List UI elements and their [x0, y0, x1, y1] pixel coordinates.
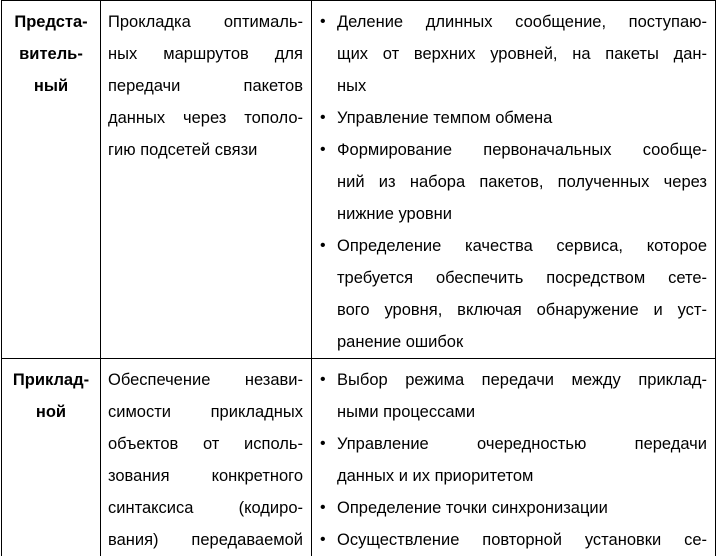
list-item	[319, 492, 707, 524]
list-item	[319, 428, 707, 492]
layer-name-cell	[2, 1, 101, 359]
list-item	[319, 102, 707, 134]
function-line: ний из набора пакетов, полученных через	[337, 166, 707, 198]
function-line: Определение качества сервиса, которое	[337, 230, 707, 262]
layer-name-line: Предста-	[2, 6, 100, 38]
purpose-line: синтаксиса (кодиро-	[108, 492, 303, 524]
layer-name-line: ный	[2, 70, 100, 102]
list-item	[319, 6, 707, 102]
table-row	[2, 359, 716, 556]
list-item	[319, 134, 707, 230]
function-line: Формирование первоначальных сообще-	[337, 134, 707, 166]
function-line: щих от верхних уровней, на пакеты дан-	[337, 38, 707, 70]
bullet-icon: •	[320, 492, 326, 524]
layer-functions-cell	[312, 1, 716, 359]
function-line: Управление очередностью передачи	[337, 428, 707, 460]
layer-purpose-cell	[101, 359, 312, 556]
function-line: вого уровня, включая обнаружение и уст-	[337, 294, 707, 326]
layer-name-line: Приклад-	[2, 364, 100, 396]
function-line: Деление длинных сообщение, поступаю-	[337, 6, 707, 38]
function-line: ными процессами	[337, 396, 707, 428]
list-item	[319, 364, 707, 428]
layer-purpose-cell	[101, 1, 312, 359]
bullet-icon: •	[320, 524, 326, 556]
function-line: требуется обеспечить посредством сете-	[337, 262, 707, 294]
bullet-icon: •	[320, 364, 326, 396]
bullet-icon: •	[320, 134, 326, 166]
bullet-icon: •	[320, 102, 326, 134]
function-line: Управление темпом обмена	[337, 102, 707, 134]
bullet-icon: •	[320, 6, 326, 38]
purpose-line: зования конкретного	[108, 460, 303, 492]
purpose-line: ных маршрутов для	[108, 38, 303, 70]
purpose-line: объектов от исполь-	[108, 428, 303, 460]
purpose-line: передачи пакетов	[108, 70, 303, 102]
purpose-line: симости прикладных	[108, 396, 303, 428]
purpose-line: вания) передаваемой	[108, 524, 303, 556]
table-row	[2, 1, 716, 359]
layer-name-cell	[2, 359, 101, 556]
function-line: Осуществление повторной установки се-	[337, 524, 707, 556]
function-line: ных	[337, 70, 707, 102]
function-line: нижние уровни	[337, 198, 707, 230]
purpose-line: Обеспечение незави-	[108, 364, 303, 396]
layer-functions-cell	[312, 359, 716, 556]
list-item	[319, 524, 707, 556]
purpose-line: данных через тополо-	[108, 102, 303, 134]
layer-name-line: ной	[2, 396, 100, 428]
function-line: Выбор режима передачи между приклад-	[337, 364, 707, 396]
purpose-line: гию подсетей связи	[108, 134, 303, 166]
function-line: данных и их приоритетом	[337, 460, 707, 492]
purpose-line: Прокладка оптималь-	[108, 6, 303, 38]
bullet-icon: •	[320, 230, 326, 262]
bullet-icon: •	[320, 428, 326, 460]
list-item	[319, 230, 707, 358]
document-table	[1, 0, 716, 556]
function-line: ранение ошибок	[337, 326, 707, 358]
function-line: Определение точки синхронизации	[337, 492, 707, 524]
layer-name-line: витель-	[2, 38, 100, 70]
